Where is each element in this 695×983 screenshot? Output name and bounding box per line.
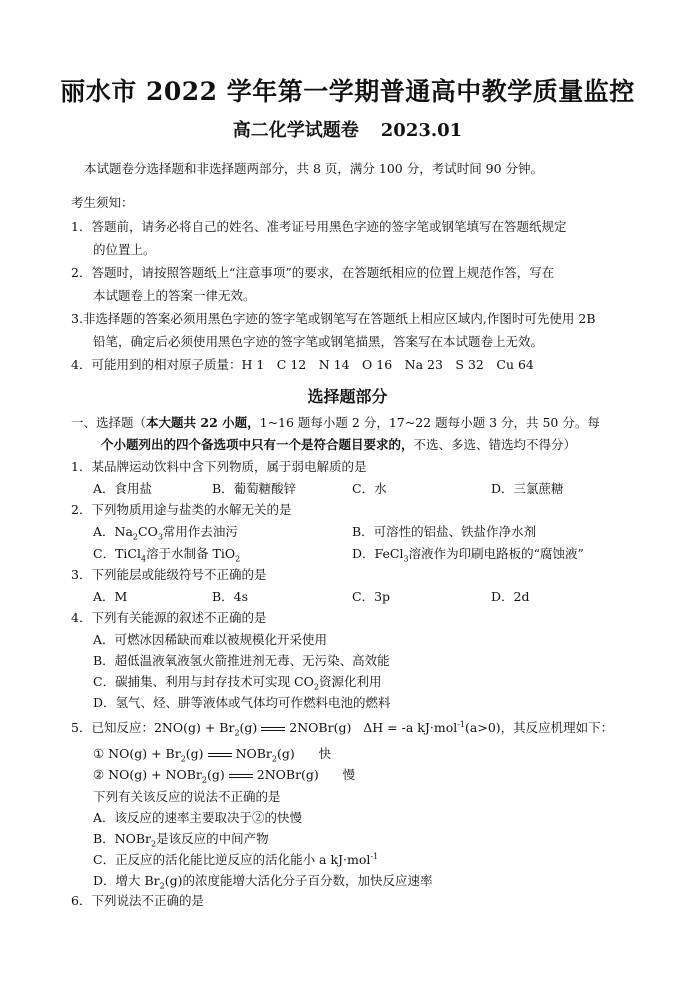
q4-c-sub: 2 [313, 682, 319, 692]
q5-option-a: A．该反应的速率主要取决于②的快慢 [93, 810, 303, 825]
q3-option-d: D．2d [491, 589, 530, 604]
q5-stem-product: 2NOBr(g) [289, 720, 352, 735]
q5-m2-text-2: (g) [206, 767, 225, 782]
q2-a-text-1: A．Na [93, 524, 133, 539]
q5-option-d [93, 873, 433, 889]
q5-m1-text-2: (g) [185, 746, 204, 761]
q2-d-text-1: D．FeCl [352, 546, 404, 561]
q5-option-c [93, 852, 378, 868]
page-subtitle [0, 116, 695, 142]
q1-option-d: D．三氯蔗糖 [491, 481, 564, 496]
q5-m2-prod: 2NOBr(g) [256, 767, 319, 782]
q1-option-c: C．水 [352, 481, 387, 496]
q2-a-sub-2: 3 [157, 532, 163, 542]
q5-m1-sub-2: 2 [271, 754, 278, 764]
q4-stem: 4．下列有关能源的叙述不正确的是 [71, 610, 267, 625]
notice-item-2-line1: 2．答题时，请按照答题纸上“注意事项”的要求，在答题纸相应的位置上规范作答，写在 [71, 265, 555, 280]
q4-option-b: B．超低温液氧液氢火箭推进剂无毒、无污染、高效能 [93, 653, 390, 668]
q4-c-text-2: 资源化利用 [318, 674, 382, 689]
q3-option-b: B．4s [212, 589, 249, 604]
q2-a-text-3: 常用作去油污 [162, 524, 238, 539]
q5-stem-sub: 2 [234, 728, 240, 738]
notice-item-2-line2: 本试题卷上的答案一律无效。 [93, 288, 256, 303]
notice-item-4: 4．可能用到的相对原子质量：H 1 C 12 N 14 O 16 Na 23 S 32 Cu 64 [71, 357, 534, 372]
subtitle-text: 高二化学试题卷 [232, 120, 359, 141]
q2-c-text-2: 溶于水制备 TiO [146, 546, 236, 561]
q2-option-c [93, 546, 240, 562]
q5-b-sub: 2 [151, 839, 157, 849]
q5-c-sup: -1 [370, 851, 379, 861]
q5-enthalpy: ΔH = -a kJ·mol [363, 720, 458, 735]
part-one-rest: 1~16 题每小题 2 分，17~22 题每小题 3 分，共 50 分。每 [259, 415, 600, 430]
exam-date: 2023.01 [380, 120, 463, 141]
q5-d-text-2: (g)的浓度能增大活化分子百分数，加快反应速率 [164, 873, 433, 888]
q2-option-d [352, 546, 584, 562]
q4-option-a: A．可燃冰因稀缺而难以被规模化开采使用 [93, 632, 328, 647]
q5-enthalpy-sup: -1 [457, 719, 466, 729]
q5-mechanism-1 [93, 746, 331, 762]
q5-m1-prod-1: NOBr [235, 746, 272, 761]
part-one-line2-bold: 个小题列出的四个备选项中只有一个是符合题目要求的， [101, 437, 414, 452]
section-title: 选择题部分 [307, 387, 388, 406]
intro-text: 本试题卷分选择题和非选择题两部分，共 8 页，满分 100 分，考试时间 90 分钟。 [84, 161, 544, 176]
q5-stem-text-1: 5．已知反应：2NO(g) + Br [71, 720, 235, 735]
q5-m2-speed: 慢 [342, 767, 356, 782]
q3-option-a: A．M [93, 589, 128, 604]
q2-c-sub-2: 2 [235, 554, 241, 564]
equilibrium-arrow-icon [208, 751, 232, 759]
q2-a-sub-1: 2 [132, 532, 139, 542]
q6-stem: 6．下列说法不正确的是 [71, 893, 204, 908]
part-one-bold: 本大题共 22 小题， [146, 415, 260, 430]
q2-stem: 2．下列物质用途与盐类的水解无关的是 [71, 502, 292, 517]
q2-option-b: B．可溶性的铝盐、铁盐作净水剂 [352, 524, 537, 539]
q5-stem-text-3: (a>0)，其反应机理如下： [465, 720, 614, 735]
q2-c-text-1: C．TiCl [93, 546, 141, 561]
q1-stem: 1．某品牌运动饮料中含下列物质，属于弱电解质的是 [71, 459, 367, 474]
q5-stem-text-2: (g) [239, 720, 258, 735]
q3-option-c: C．3p [352, 589, 391, 604]
part-one-line2 [101, 437, 576, 453]
notice-label: 考生须知： [71, 195, 134, 210]
q5-mechanism-2 [93, 767, 355, 783]
q5-m1-sub-1: 2 [180, 754, 186, 764]
q5-sub-stem: 下列有关该反应的说法不正确的是 [93, 789, 281, 804]
notice-item-3-line2: 铅笔，确定后必须使用黑色字迹的签字笔或钢笔描黑，答案写在本试题卷上无效。 [93, 334, 544, 349]
q1-option-a: A．食用盐 [93, 481, 153, 496]
q5-d-sub: 2 [159, 881, 165, 891]
q2-option-a [93, 524, 238, 540]
q4-c-text-1: C．碳捕集、利用与封存技术可实现 CO [93, 674, 314, 689]
q5-c-text: C．正反应的活化能比逆反应的活化能小 a kJ·mol [93, 852, 371, 867]
notice-item-3-line1: 3.非选择题的答案必须用黑色字迹的签字笔或钢笔写在答题纸上相应区域内,作图时可先使用 2B [71, 311, 596, 326]
q2-d-sub-1: 3 [403, 554, 409, 564]
q2-d-text-2: 溶液作为印刷电路板的“腐蚀液” [408, 546, 584, 561]
equilibrium-arrow-icon [229, 772, 253, 780]
q5-b-text-1: B．NOBr [93, 831, 152, 846]
notice-item-1-line1: 1．答题前，请务必将自己的姓名、准考证号用黑色字迹的签字笔或钢笔填写在答题纸规定 [71, 219, 567, 234]
q5-m1-text-1: ① NO(g) + Br [93, 746, 181, 761]
q5-m1-speed: 快 [318, 746, 332, 761]
q5-m2-text-1: ② NO(g) + NOBr [93, 767, 202, 782]
q5-m2-sub: 2 [201, 775, 207, 785]
q5-m1-prod-2: (g) [277, 746, 295, 761]
q2-a-text-2: CO [138, 524, 158, 539]
q5-b-text-2: 是该反应的中间产物 [156, 831, 269, 846]
q4-option-d: D．氢气、烃、肼等液体或气体均可作燃料电池的燃料 [93, 695, 391, 710]
q5-stem [71, 720, 613, 736]
page-title: 丽水市 2022 学年第一学期普通高中教学质量监控 [60, 77, 635, 106]
part-one-line2-rest: 不选、多选、错选均不得分） [413, 437, 577, 452]
q5-option-b [93, 831, 269, 847]
q1-option-b: B．葡萄糖酸锌 [212, 481, 297, 496]
q3-stem: 3．下列能层或能级符号不正确的是 [71, 567, 267, 582]
equilibrium-arrow-icon [261, 725, 285, 733]
notice-item-1-line2: 的位置上。 [93, 242, 156, 257]
part-one-line1 [71, 415, 600, 431]
q4-option-c [93, 674, 381, 690]
part-one-prefix: 一、选择题（ [71, 415, 147, 430]
q2-c-sub-1: 4 [140, 554, 147, 564]
q5-d-text-1: D．增大 Br [93, 873, 160, 888]
